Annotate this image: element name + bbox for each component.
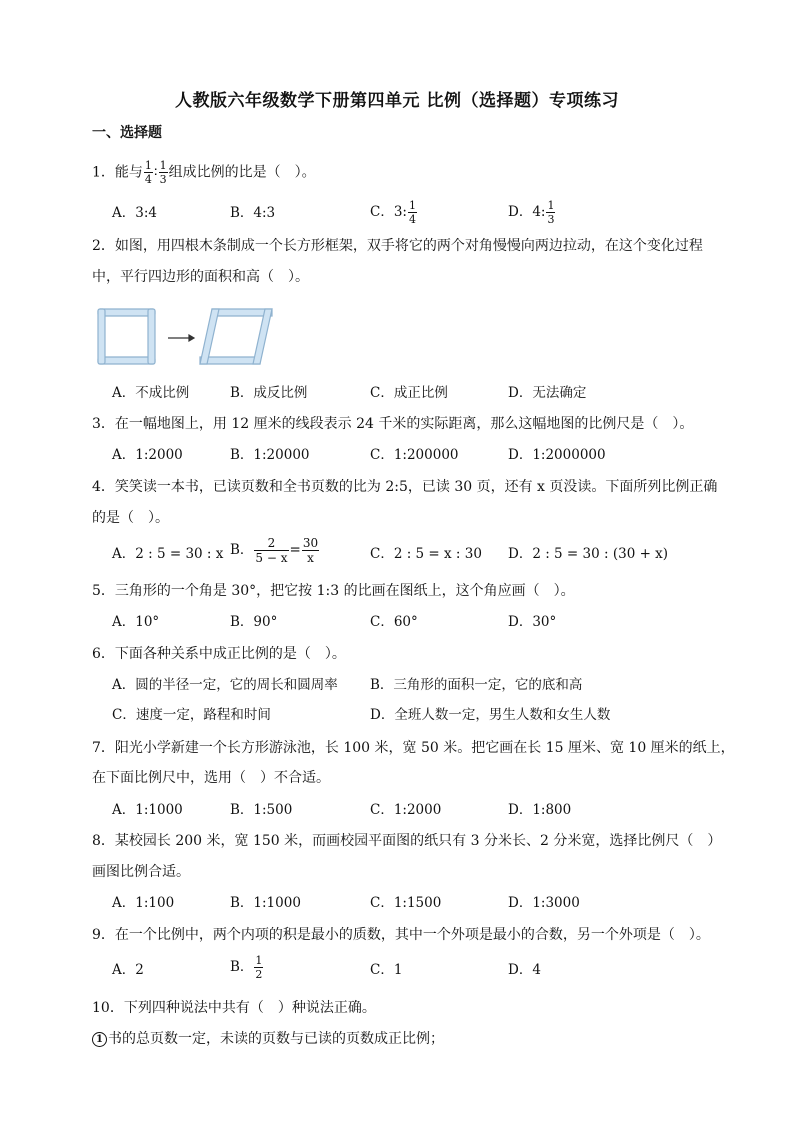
- equals-sign: =: [289, 542, 301, 558]
- option-c: C．1:200000: [370, 447, 459, 463]
- question-9: 9．在一个比例中，两个内项的积是最小的质数，其中一个外项是最小的合数，另一个外项是（ ）。: [92, 927, 710, 943]
- denominator: 4: [408, 213, 416, 226]
- option-b: B．成反比例: [230, 385, 308, 401]
- option-c: C．1: [370, 962, 403, 978]
- option-b: B．1:20000: [230, 447, 310, 463]
- option-b: B．90°: [230, 614, 278, 630]
- denominator: 5 − x: [255, 551, 288, 565]
- option-a: A．1:2000: [112, 447, 183, 463]
- denominator: 4: [144, 173, 152, 186]
- option-c: C．1:1500: [370, 895, 442, 911]
- section-heading: 一、选择题: [92, 125, 162, 141]
- option-b: B．三角形的面积一定，它的底和高: [370, 677, 583, 693]
- rectangle-to-parallelogram-figure: [95, 305, 285, 370]
- numerator: 1: [408, 199, 416, 212]
- question-10: 10．下列四种说法中共有（ ）种说法正确。: [92, 1000, 376, 1016]
- option-a: A．1:1000: [112, 802, 183, 818]
- numerator: 2: [254, 537, 288, 551]
- denominator: 2: [255, 968, 263, 981]
- numerator: 1: [159, 159, 167, 172]
- option-b-label: B．: [230, 542, 254, 558]
- numerator: 1: [255, 954, 263, 967]
- question-4-line-2: 的是（ ）。: [92, 510, 169, 526]
- numerator: 1: [144, 159, 152, 172]
- option-c: C．60°: [370, 614, 418, 630]
- option-a: A．圆的半径一定，它的周长和圆周率: [112, 677, 338, 693]
- question-2-line-1: 2．如图，用四根木条制成一个长方形框架，双手将它的两个对角慢慢向两边拉动，在这个变化过程: [92, 238, 703, 254]
- option-a: A．2: [112, 962, 144, 978]
- option-a: A．10°: [112, 614, 160, 630]
- option-a: A．3:4: [112, 205, 157, 221]
- option-c: C．速度一定，路程和时间: [112, 707, 271, 723]
- option-d: D．2 : 5 = 30 : (30 + x): [508, 546, 669, 562]
- fraction: [254, 537, 288, 564]
- arrow-icon: [168, 335, 194, 341]
- fraction: [144, 160, 153, 185]
- option-d: D．4: [508, 962, 541, 978]
- option-a: A．不成比例: [112, 385, 190, 401]
- parallelogram-frame: [200, 309, 272, 364]
- option-c: [370, 200, 418, 225]
- fraction: [302, 537, 319, 564]
- option-c: C．2 : 5 = x : 30: [370, 546, 482, 562]
- question-8-line-1: 8．某校园长 200 米，宽 150 米，而画校园平面图的纸只有 3 分米长、2 分米宽，选择比例尺（ ）: [92, 833, 722, 849]
- question-7-line-1: 7．阳光小学新建一个长方形游泳池，长 100 米，宽 50 米。把它画在长 15 厘米、宽 10 厘米的纸上，: [92, 740, 735, 756]
- denominator: 3: [547, 213, 555, 226]
- option-b: [230, 537, 320, 564]
- option-d: D．30°: [508, 614, 557, 630]
- option-d-label: D．4:: [508, 204, 546, 220]
- question-5: 5．三角形的一个角是 30°，把它按 1:3 的比画在图纸上，这个角应画（ ）。: [92, 583, 575, 599]
- circled-number-1: 1: [92, 1032, 107, 1047]
- option-d: D．1:3000: [508, 895, 580, 911]
- denominator: x: [307, 551, 314, 565]
- option-d: D．全班人数一定，男生人数和女生人数: [370, 707, 611, 723]
- option-c-label: C．3:: [370, 204, 407, 220]
- option-b: B．1:500: [230, 802, 293, 818]
- item-1-text: 书的总页数一定，未读的页数与已读的页数成正比例；: [108, 1031, 444, 1047]
- question-3: 3．在一幅地图上，用 12 厘米的线段表示 24 千米的实际距离，那么这幅地图的比例尺是（ ）。: [92, 416, 694, 432]
- option-d: D．无法确定: [508, 385, 587, 401]
- numerator: 1: [547, 199, 555, 212]
- rectangle-frame: [98, 309, 155, 364]
- question-10-item-1: [92, 1030, 444, 1048]
- fraction: [546, 200, 555, 225]
- option-d: D．1:800: [508, 802, 572, 818]
- option-b: B．1:1000: [230, 895, 301, 911]
- ratio-colon: ∶: [153, 164, 158, 181]
- option-a: A．1:100: [112, 895, 175, 911]
- question-6: 6．下面各种关系中成正比例的是（ ）。: [92, 646, 346, 662]
- question-4-line-1: 4．笑笑读一本书，已读页数和全书页数的比为 2:5，已读 30 页，还有 x 页没读。下面所列比例正确: [92, 479, 718, 495]
- question-1: [92, 160, 316, 185]
- frame-diagram: [95, 305, 285, 374]
- question-8-line-2: 画图比例合适。: [92, 864, 190, 880]
- question-1-text: 1．能与: [92, 164, 143, 181]
- option-a: A．2 : 5 = 30 : x: [112, 546, 224, 562]
- option-b: [230, 955, 264, 980]
- question-7-line-2: 在下面比例尺中，选用（ ）不合适。: [92, 770, 330, 786]
- numerator: 30: [302, 536, 319, 550]
- option-c: C．成正比例: [370, 385, 448, 401]
- fraction: [408, 200, 417, 225]
- fraction: [159, 160, 168, 185]
- question-2-line-2: 中，平行四边形的面积和高（ ）。: [92, 269, 309, 285]
- option-d: D．1:2000000: [508, 447, 606, 463]
- fraction: [254, 955, 263, 980]
- question-1-suffix: 组成比例的比是（ ）。: [168, 164, 316, 181]
- option-c: C．1:2000: [370, 802, 442, 818]
- denominator: 3: [159, 173, 167, 186]
- option-d: [508, 200, 556, 225]
- option-b-label: B．: [230, 959, 254, 975]
- page-title: 人教版六年级数学下册第四单元 比例（选择题）专项练习: [175, 91, 619, 111]
- option-b: B．4:3: [230, 205, 276, 221]
